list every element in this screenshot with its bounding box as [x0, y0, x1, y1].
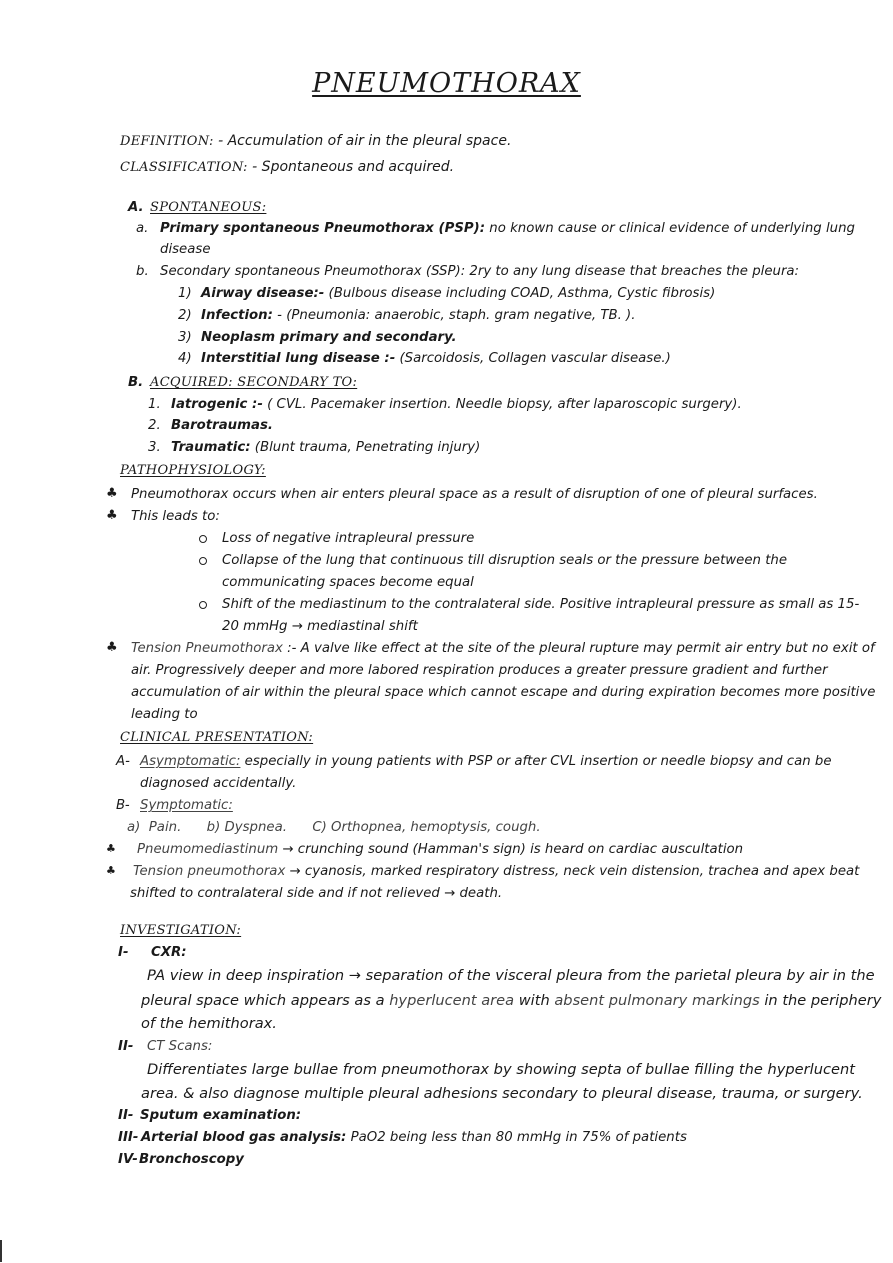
psp-text: no known cause or clinical evidence of underlying lung [485, 221, 855, 236]
cxr-line-1: PA view in deep inspiration → separation of the visceral pleura from the parietal pleura by air in the [147, 967, 875, 984]
patho-sub-2: Collapse of the lung that continuous till disruption seals or the pressure between the [222, 553, 788, 568]
clinical-a-line [140, 753, 832, 771]
ssp-item-3 [201, 329, 457, 347]
cxr-absent-markings: absent pulmonary markings [554, 992, 760, 1009]
tension-pneumothorax-label: Tension pneumothorax [133, 864, 286, 879]
definition-text: - Accumulation of air in the pleural space. [213, 133, 512, 149]
patho-point-1: Pneumothorax occurs when air enters pleural space as a result of disruption of one of pleural surfaces. [131, 487, 818, 502]
club-bullet-icon: ♣ [106, 486, 118, 501]
sputum-marker: II- [118, 1108, 134, 1123]
acquired-item-2-marker: 2. [148, 418, 161, 433]
sputum-exam: Sputum examination: [140, 1108, 302, 1123]
cxr-line-3: of the hemithorax. [141, 1015, 277, 1032]
classification-line [120, 158, 454, 177]
spontaneous-heading: SPONTANEOUS: [150, 200, 267, 215]
ssp-item-1-marker: 1) [178, 286, 192, 301]
ct-label: CT Scans: [147, 1039, 213, 1054]
ssp-item-3-marker: 3) [178, 330, 192, 345]
cxr-marker: I- [118, 945, 129, 960]
acquired-item-1 [171, 396, 742, 414]
definition-line [120, 132, 511, 151]
ssp-line: Secondary spontaneous Pneumothorax (SSP): 2ry to any lung disease that breaches the pleura: [160, 264, 800, 279]
patho-sub-3: Shift of the mediastinum to the contralateral side. Positive intrapleural pressure as small as 15- [222, 597, 860, 612]
club-bullet-icon: ♣ [106, 864, 116, 877]
tension-pneumothorax-text: → cyanosis, marked respiratory distress, neck vein distension, trachea and apex beat [285, 864, 860, 879]
abg-text: PaO2 being less than 80 mmHg in 75% of patients [346, 1130, 687, 1145]
page-title: PNEUMOTHORAX [312, 68, 581, 99]
ssp-item-4 [201, 350, 671, 368]
acquired-item-3-label: Traumatic: [171, 440, 251, 455]
patho-sub-3-cont: 20 mmHg → mediastinal shift [222, 619, 418, 634]
circle-bullet-icon [199, 601, 207, 609]
club-bullet-icon: ♣ [106, 842, 116, 855]
abg-label: Arterial blood gas analysis: [141, 1130, 347, 1145]
scan-edge-mark [0, 1240, 2, 1262]
asymptomatic-text: especially in young patients with PSP or after CVL insertion or needle biopsy and can be [240, 754, 832, 769]
pneumomediastinum-label: Pneumomediastinum [137, 842, 279, 857]
tension-pneumothorax-cont: shifted to contralateral side and if not relieved → death. [130, 886, 503, 901]
abg-line [141, 1129, 687, 1147]
patho-point-2: This leads to: [131, 509, 220, 524]
pneumomediastinum-text: → crunching sound (Hamman's sign) is heard on cardiac auscultation [278, 842, 744, 857]
tension-pneumothorax-line [133, 863, 859, 881]
bronchoscopy: Bronchoscopy [139, 1152, 244, 1167]
club-bullet-icon: ♣ [106, 640, 118, 655]
cxr-line-2 [141, 990, 881, 1012]
cxr-hyperlucent: hyperlucent area [389, 992, 515, 1009]
ssp-item-1-label: Airway disease:- [201, 286, 325, 301]
circle-bullet-icon [199, 557, 207, 565]
ssp-item-2 [201, 307, 635, 325]
tension-line-3: accumulation of air within the pleural space which cannot escape and during expiration becomes more positive [131, 685, 876, 700]
ssp-item-3-label: Neoplasm primary and secondary. [201, 330, 457, 345]
acquired-item-2-label: Barotraumas. [171, 418, 273, 433]
spontaneous-b-marker: b. [136, 264, 149, 279]
ct-line-2: area. & also diagnose multiple pleural adhesions secondary to pleural disease, trauma, or surgery. [141, 1085, 863, 1102]
ssp-item-2-text: - (Pneumonia: anaerobic, staph. gram negative, TB. ). [272, 308, 636, 323]
tension-line-1 [131, 640, 875, 658]
acquired-item-2 [171, 417, 273, 435]
clinical-a-marker: A- [116, 754, 130, 769]
investigation-heading: INVESTIGATION: [120, 923, 242, 938]
ct-line-1: Differentiates large bullae from pneumothorax by showing septa of bullae filling the hyperlucent [147, 1061, 855, 1078]
clinical-b-marker: B- [116, 798, 130, 813]
pathophysiology-heading: PATHOPHYSIOLOGY: [120, 463, 266, 478]
ssp-item-4-text: (Sarcoidosis, Collagen vascular disease.) [395, 351, 671, 366]
spontaneous-marker: A. [128, 200, 144, 215]
patho-sub-2-cont: communicating spaces become equal [222, 575, 474, 590]
tension-line-2: air. Progressively deeper and more labored respiration produces a greater pressure gradient and further [131, 663, 828, 678]
asymptomatic-label: Asymptomatic: [140, 754, 241, 769]
tension-text: :- A valve like effect at the site of the pleural rupture may permit air entry but no exit of [282, 641, 875, 656]
classification-label: CLASSIFICATION: [120, 160, 248, 175]
acquired-item-1-marker: 1. [148, 397, 161, 412]
acquired-item-1-label: Iatrogenic :- [171, 397, 263, 412]
psp-text-cont: disease [160, 242, 211, 257]
ssp-item-2-marker: 2) [178, 308, 192, 323]
tension-label: Tension Pneumothorax [131, 641, 283, 656]
acquired-marker: B. [128, 375, 144, 390]
ssp-item-4-marker: 4) [178, 351, 192, 366]
patho-sub-1: Loss of negative intrapleural pressure [222, 531, 475, 546]
spontaneous-a-marker: a. [136, 221, 149, 236]
spontaneous-a-line [160, 220, 855, 238]
cxr-label: CXR: [151, 945, 187, 960]
definition-label: DEFINITION: [120, 134, 214, 149]
psp-label: Primary spontaneous Pneumothorax (PSP): [160, 221, 486, 236]
tension-line-4: leading to [131, 707, 198, 722]
cxr-line-2c: with [514, 992, 555, 1009]
acquired-item-3-marker: 3. [148, 440, 161, 455]
club-bullet-icon: ♣ [106, 508, 118, 523]
classification-text: - Spontaneous and acquired. [247, 159, 455, 175]
ssp-item-1 [201, 285, 715, 303]
ssp-item-1-text: (Bulbous disease including COAD, Asthma, Cystic fibrosis) [324, 286, 716, 301]
clinical-heading: CLINICAL PRESENTATION: [120, 730, 314, 745]
ssp-item-4-label: Interstitial lung disease :- [201, 351, 396, 366]
pneumomediastinum-line [137, 841, 743, 859]
cxr-line-2e: in the periphery [759, 992, 882, 1009]
ssp-item-2-label: Infection: [201, 308, 273, 323]
cxr-line-2a: pleural space which appears as a [141, 992, 390, 1009]
acquired-item-1-text: ( CVL. Pacemaker insertion. Needle biopsy, after laparoscopic surgery). [262, 397, 742, 412]
bronchoscopy-marker: IV- [118, 1152, 138, 1167]
circle-bullet-icon [199, 535, 207, 543]
ct-marker: II- [118, 1039, 134, 1054]
acquired-item-3-text: (Blunt trauma, Penetrating injury) [250, 440, 481, 455]
acquired-item-3 [171, 439, 480, 457]
abg-marker: III- [118, 1130, 139, 1145]
symptoms-line: a) Pain. b) Dyspnea. C) Orthopnea, hemoptysis, cough. [127, 820, 541, 835]
asymptomatic-cont: diagnosed accidentally. [140, 776, 297, 791]
acquired-heading: ACQUIRED: SECONDARY TO: [150, 375, 358, 390]
symptomatic-label: Symptomatic: [140, 798, 233, 813]
